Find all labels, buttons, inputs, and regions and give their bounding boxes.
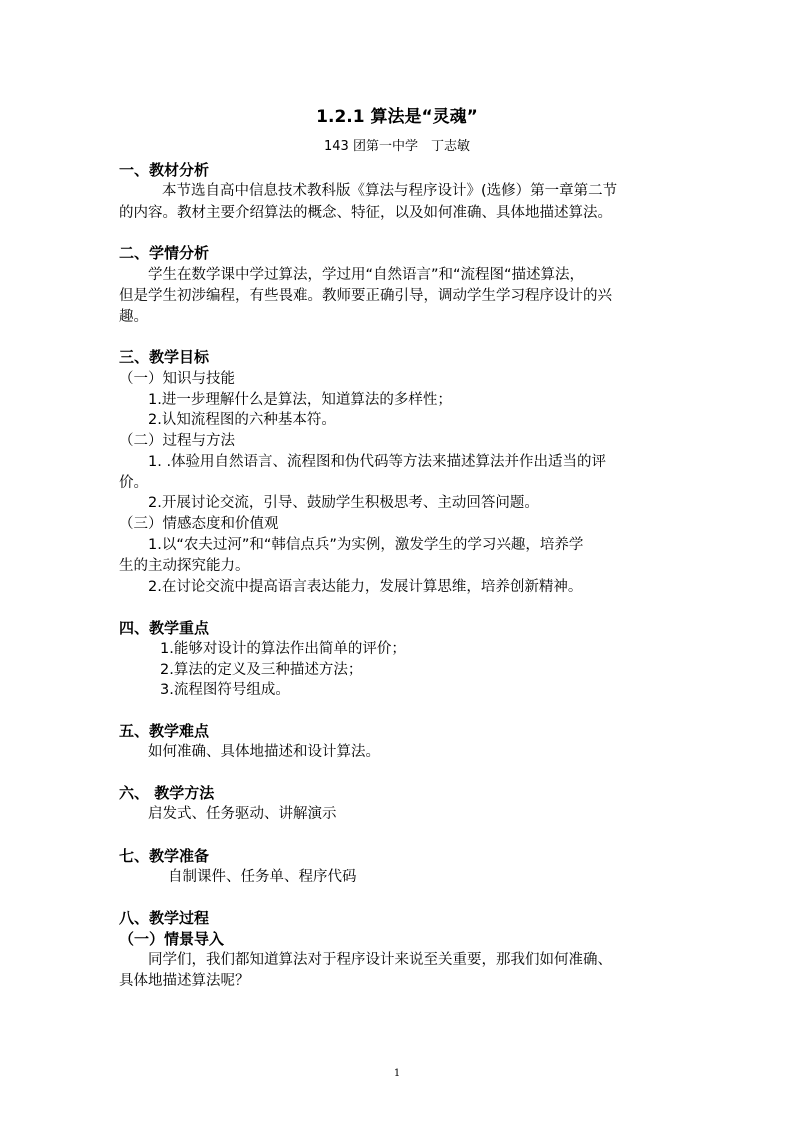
list-item-continuation: 生的主动探究能力。 [119, 558, 250, 574]
subheading: （三）情感态度和价值观 [119, 516, 279, 532]
paragraph-line: 自制课件、任务单、程序代码 [168, 869, 357, 885]
paragraph-line: 同学们，我们都知道算法对于程序设计来说至关重要，那我们如何准确、 [148, 952, 612, 968]
paragraph-line: 但是学生初涉编程，有些畏难。教师要正确引导，调动学生学习程序设计的兴 [119, 288, 612, 304]
subheading: （一）情景导入 [119, 930, 225, 948]
section-heading-4: 四、教学重点 [119, 619, 210, 637]
section-heading-5: 五、教学难点 [119, 722, 210, 740]
paragraph-line: 学生在数学课中学过算法，学过用“自然语言”和“流程图“描述算法， [148, 267, 585, 283]
list-item: 3.流程图符号组成。 [160, 682, 290, 698]
list-item: 2.开展讨论交流，引导、鼓励学生积极思考、主动回答问题。 [148, 495, 539, 511]
document-title: 1.2.1 算法是“灵魂” [316, 107, 478, 127]
list-item: 1.能够对设计的算法作出简单的评价； [160, 641, 406, 657]
list-item: 2.认知流程图的六种基本符。 [148, 412, 336, 428]
list-item: 1.进一步理解什么是算法，知道算法的多样性； [148, 392, 452, 408]
paragraph-line: 具体地描述算法呢？ [119, 973, 250, 989]
section-heading-2: 二、学情分析 [119, 244, 210, 262]
list-item: 2.算法的定义及三种描述方法； [160, 662, 363, 678]
paragraph-line: 如何准确、具体地描述和设计算法。 [148, 744, 380, 760]
section-heading-3: 三、教学目标 [119, 348, 210, 366]
subheading: （一）知识与技能 [119, 371, 235, 387]
list-item: 1. .体验用自然语言、流程图和伪代码等方法来描述算法并作出适当的评 [148, 454, 607, 470]
section-heading-6: 六、 教学方法 [119, 784, 215, 802]
section-heading-1: 一、教材分析 [119, 161, 210, 179]
section-heading-7: 七、教学准备 [119, 847, 210, 865]
paragraph-line: 的内容。教材主要介绍算法的概念、特征，以及如何准确、具体地描述算法。 [119, 205, 612, 221]
subheading: （二）过程与方法 [119, 433, 235, 449]
paragraph-line: 趣。 [119, 309, 148, 325]
page-number: 1 [393, 1068, 401, 1079]
paragraph-line: 启发式、任务驱动、讲解演示 [148, 806, 337, 822]
paragraph-line: 本节选自高中信息技术教科版《算法与程序设计》(选修）第一章第二节 [162, 183, 618, 199]
section-heading-8: 八、教学过程 [119, 909, 210, 927]
list-item: 2.在讨论交流中提高语言表达能力，发展计算思维，培养创新精神。 [148, 579, 583, 595]
author-line: 143 团第一中学 丁志敏 [324, 139, 470, 154]
list-item-continuation: 价。 [119, 475, 148, 491]
list-item: 1.以“农夫过河”和“韩信点兵”为实例，激发学生的学习兴趣，培养学 [148, 537, 584, 553]
